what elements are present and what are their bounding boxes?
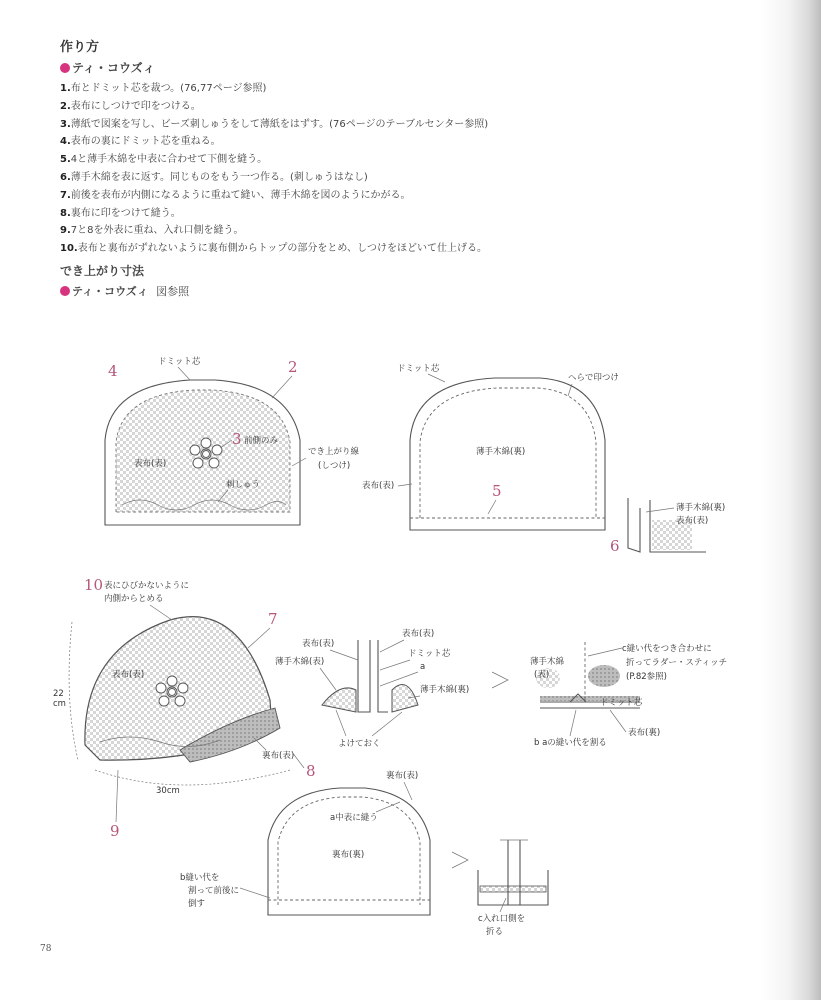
step-number: 6. — [60, 171, 71, 183]
figure-3-turn-lining — [610, 498, 725, 555]
fig1-label-front-only: 前側のみ — [244, 436, 279, 446]
fig5-label-domitto: ドミット芯 — [408, 649, 451, 659]
fig4-leader — [150, 605, 172, 620]
instructions-heading: 作り方 — [60, 40, 100, 55]
fig7-label-b-1: b縫い代を — [180, 873, 220, 883]
step-text: 表布の裏にドミット芯を重ねる。 — [70, 136, 221, 148]
fig2-leader — [488, 500, 496, 514]
fig5-label-omote-right: 表布(表) — [402, 629, 435, 639]
fig4-width-value: 30cm — [156, 786, 180, 796]
fig4-note-line1: 表にひびかないように — [104, 581, 190, 591]
fig8-label-c-2: 折る — [486, 927, 504, 937]
step-text: 薄手木綿を表に返す。同じものをもう一つ作る。(刺しゅうはなし) — [70, 171, 368, 183]
fig7-label-b-3: 倒す — [188, 899, 206, 909]
step-text: 裏布に印をつけて縫う。 — [70, 207, 181, 219]
fig5-seam-left — [358, 640, 370, 712]
step-text: 表布と裏布がずれないように裏布側からトップの部分をとめ、しつけをほどいて仕上げる。 — [77, 243, 488, 255]
fig1-leader — [292, 458, 306, 466]
fig1-step-4: 4 — [108, 362, 118, 380]
step-text: 4と薄手木綿を中表に合わせて下側を縫う。 — [70, 154, 268, 166]
fig6-label-lining-2: (表) — [534, 670, 550, 680]
page-number: 78 — [40, 944, 52, 954]
fig6-leader — [610, 710, 626, 732]
step-text: 前後を表布が内側になるように重ねて縫い、薄手木綿を図のようにかがる。 — [70, 189, 411, 201]
fig4-label-omote: 表布(表) — [112, 670, 145, 680]
fig2-label-lining: 薄手木綿(裏) — [476, 447, 526, 457]
step-number: 3. — [60, 118, 71, 130]
fig7-label-urafu-omote: 裏布(表) — [386, 771, 419, 781]
fig8-fold-band — [480, 886, 546, 892]
fig1-label-shishu: 刺しゅう — [226, 480, 261, 490]
fig6-label-c-3: (P.82参照) — [626, 672, 667, 682]
figure-8-fold-opening — [478, 840, 548, 937]
arrow-icon — [492, 672, 508, 688]
figure-7-lining-sewing — [180, 770, 468, 915]
fig4-step-7: 7 — [268, 610, 278, 628]
step-number: 4. — [60, 136, 71, 148]
fig6-label-b: b aの縫い代を割る — [534, 738, 607, 748]
fig4-step-9: 9 — [110, 822, 120, 840]
fig6-label-domitto: ドミット芯 — [600, 698, 643, 708]
fig4-leader — [116, 770, 118, 822]
step-text: 布とドミット芯を裁つ。(76,77ページ参照) — [70, 83, 267, 94]
fig4-leader — [248, 628, 270, 648]
fig1-label-shitsuke: (しつけ) — [318, 461, 351, 471]
figure-6-ladder-stitch — [530, 642, 727, 748]
fig5-label-yoke: よけておく — [338, 739, 381, 749]
fig5-leader — [380, 640, 404, 652]
fig8-label-c-1: c入れ口側を — [478, 914, 526, 924]
fig5-fold-right — [392, 685, 418, 712]
fig5-leader — [336, 710, 402, 736]
finish-ref: 図参照 — [156, 284, 190, 298]
fig2-label-omote: 表布(表) — [362, 481, 395, 491]
step-number: 10. — [60, 243, 78, 255]
fig4-width-arc — [95, 770, 290, 785]
fig3-step-6: 6 — [610, 537, 620, 555]
step-text: 7と8を外表に重ね、入れ口側を縫う。 — [70, 225, 244, 237]
fig4-height-unit: cm — [53, 699, 66, 709]
fig5-leader — [380, 660, 410, 670]
step-text: 表布にしつけで印をつける。 — [70, 100, 201, 112]
fig1-leader — [272, 376, 292, 398]
fig4-leader — [254, 738, 266, 750]
figure-2-sew-lining — [362, 363, 619, 530]
fig6-leader — [588, 648, 622, 656]
fig4-height-value: 22 — [53, 689, 64, 699]
fig4-label-urafu: 裏布(表) — [262, 751, 295, 761]
fig5-label-lining: 薄手木綿(表) — [275, 657, 325, 667]
fig4-step-10: 10 — [84, 576, 104, 594]
figure-1-cut-fabric — [105, 356, 360, 525]
fig5-leader — [380, 672, 418, 686]
fig7-label-a-sew: a中表に縫う — [330, 813, 378, 823]
fig8-center-seam — [508, 840, 520, 905]
fig6-leader — [570, 710, 576, 736]
step-number: 7. — [60, 189, 71, 201]
fig4-note-line2: 内側からとめる — [104, 594, 164, 604]
fig3-fold-left — [628, 498, 640, 552]
fig1-step-3: 3 — [232, 430, 242, 448]
finish-item: ティ・コウズィ — [72, 284, 149, 298]
fig2-leader — [568, 384, 572, 396]
fig2-leader — [428, 374, 445, 382]
fig7-leader — [240, 888, 270, 898]
figure-4-assembled-cosy — [53, 576, 316, 840]
fig5-label-omote-left: 表布(表) — [302, 639, 335, 649]
step-number: 1. — [60, 83, 71, 94]
fig7-label-b-2: 割って前後に — [188, 886, 240, 896]
fig4-height-arc — [69, 622, 78, 760]
figure-5-seam-cross-section — [275, 628, 508, 749]
fig6-label-c-2: 折ってラダー・スティッチ — [626, 658, 728, 668]
fig6-label-c-1: c縫い代をつき合わせに — [622, 644, 712, 654]
fig4-step-8: 8 — [306, 762, 316, 780]
fig5-leader — [320, 668, 336, 690]
fig6-label-lining-1: 薄手木綿 — [530, 657, 565, 667]
step-number: 9. — [60, 225, 71, 237]
fig2-label-domitto: ドミット芯 — [397, 364, 440, 374]
fig1-leader — [178, 367, 190, 380]
fig2-step-5: 5 — [492, 482, 502, 500]
arrow-icon — [452, 852, 468, 868]
fig7-leader — [404, 782, 412, 800]
fig6-fabric-blob — [588, 665, 620, 687]
fig3-label-lining: 薄手木綿(裏) — [676, 503, 726, 513]
fig5-fold-left — [322, 688, 356, 712]
fig5-leader — [330, 650, 358, 660]
fig2-label-hera: へらで印つけ — [568, 373, 619, 383]
fig1-step-2: 2 — [288, 358, 298, 376]
fig5-label-lining-back: 薄手木綿(裏) — [420, 685, 470, 695]
finish-heading: でき上がり寸法 — [60, 263, 145, 278]
fig7-label-urafu-ura: 裏布(裏) — [332, 850, 365, 860]
fig3-label-omote: 表布(表) — [676, 516, 709, 526]
fig1-label-finish-line: でき上がり線 — [308, 447, 360, 457]
step-number: 2. — [60, 100, 71, 112]
fig1-label-domitto: ドミット芯 — [158, 357, 201, 367]
project-title-text: ティ・コウズィ — [72, 61, 156, 75]
step-number: 5. — [60, 154, 71, 166]
fig5-label-a: a — [420, 662, 426, 672]
step-text: 薄紙で図案を写し、ビーズ刺しゅうをして薄紙をはずす。(76ページのテーブルセンター参照) — [70, 118, 489, 130]
step-number: 8. — [60, 207, 71, 219]
fig1-label-omote: 表布(表) — [134, 459, 167, 469]
fig6-label-omote-back: 表布(裏) — [628, 728, 661, 738]
